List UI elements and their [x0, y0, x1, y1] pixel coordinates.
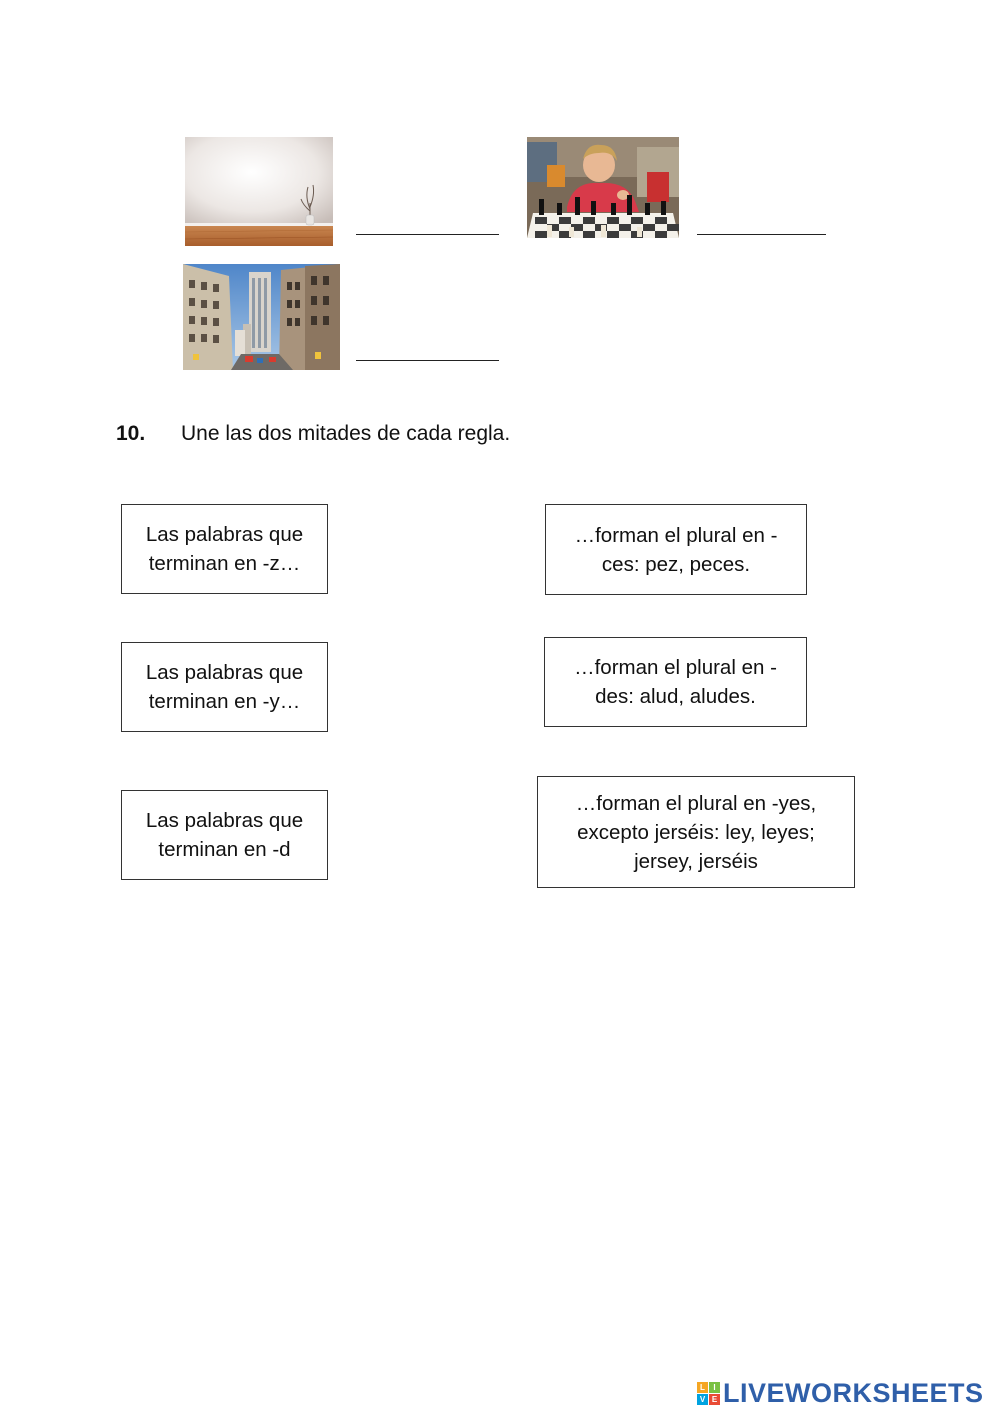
box-line: Las palabras que: [145, 661, 304, 684]
brand-name: LIVEWORKSHEETS: [723, 1377, 984, 1408]
logo-letter: L: [697, 1382, 708, 1393]
match-right-ces[interactable]: [545, 504, 807, 595]
match-right-des[interactable]: [544, 637, 807, 727]
liveworksheets-brand: [697, 1375, 984, 1411]
box-line: …forman el plural en -: [574, 656, 777, 679]
match-left-z[interactable]: [121, 504, 328, 594]
question-number: 10.: [116, 422, 146, 445]
logo-letter: I: [709, 1382, 720, 1393]
box-line: terminan en -d: [158, 838, 291, 861]
box-line: Las palabras que: [145, 523, 304, 546]
question-instruction: Une las dos mitades de cada regla.: [181, 422, 511, 445]
empty-room-photo: [185, 137, 333, 246]
box-line: terminan en -y…: [148, 690, 301, 713]
match-left-y[interactable]: [121, 642, 328, 732]
city-street-photo: [183, 264, 340, 370]
answer-blank-room[interactable]: [356, 204, 499, 235]
logo-letter: V: [697, 1394, 708, 1405]
chess-boy-photo: [527, 137, 679, 238]
box-line: …forman el plural en -yes,: [575, 791, 817, 815]
box-line: des: alud, aludes.: [595, 685, 756, 708]
answer-blank-city[interactable]: [356, 330, 499, 361]
box-line: ces: pez, peces.: [601, 552, 751, 576]
liveworksheets-logo-icon: [697, 1382, 720, 1405]
box-line: excepto jerséis: ley, leyes;: [577, 820, 815, 844]
match-left-d[interactable]: [121, 790, 328, 880]
box-line: terminan en -z…: [148, 552, 301, 575]
box-line: jersey, jerséis: [634, 849, 758, 873]
box-line: Las palabras que: [145, 809, 304, 832]
logo-letter: E: [709, 1394, 720, 1405]
match-right-yes[interactable]: [537, 776, 855, 888]
box-line: …forman el plural en -: [574, 523, 778, 547]
answer-blank-chess[interactable]: [697, 204, 826, 235]
